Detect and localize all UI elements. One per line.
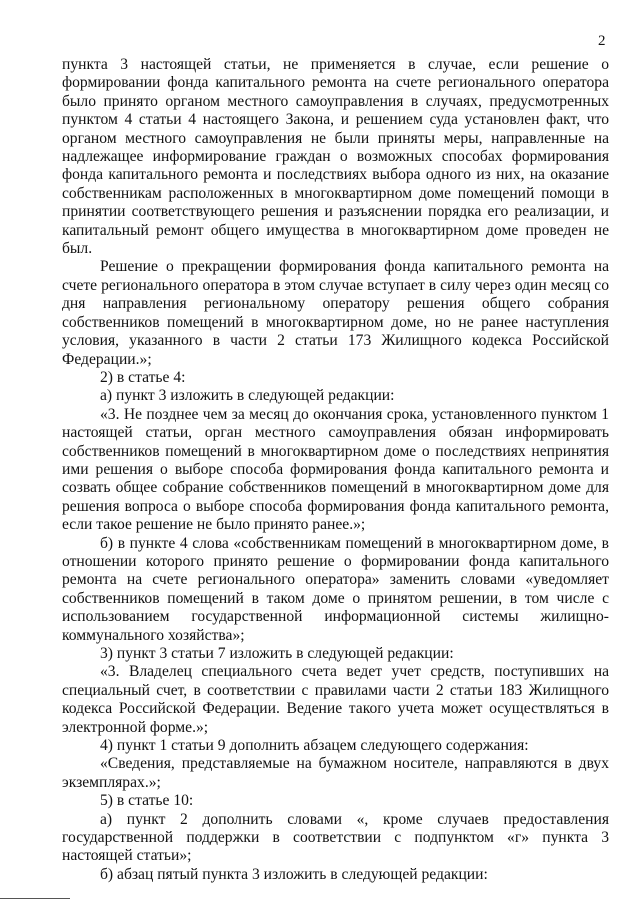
paragraph-item-2b: б) в пункте 4 слова «собственникам помещений в многоквартирном доме, в отношении которого принято решение о формировании фонда капитального ремонта на счете регионального оператора» заменить словами «уведомляет собственников помещений в таком доме о принятом решении, в том числе с использованием государственной информационной системы жилищно-коммунального хозяйства»; <box>62 534 609 644</box>
paragraph-continuation: пункта 3 настоящей статьи, не применяется в случае, если решение о формировании фонда капитального ремонта на счете регионального оператора было принято органом местного самоуправления в случаях, предусмотренных пунктом 4 статьи 4 настоящего Закона, и решением суда установлен факт, что органом местного самоуправления не были приняты меры, направленные на надлежащее информирование граждан о возможных способах формирования фонда капитального ремонта и последствиях выбора одного из них, на оказание собственникам расположенных в многоквартирном доме помещений помощи в принятии соответствующего решения и разъяснении порядка его реализации, и капитальный ремонт общего имущества в многоквартирном доме проведен не был. <box>62 56 609 258</box>
paragraph-item-4-text: «Сведения, представляемые на бумажном носителе, направляются в двух экземплярах.»; <box>62 755 609 791</box>
paragraph-item-5b: б) абзац пятый пункта 3 изложить в следующей редакции: <box>100 865 488 883</box>
paragraph-item-2: 2) в статье 4: <box>100 368 186 386</box>
paragraph-termination-decision: Решение о прекращении формирования фонда капитального ремонта на счете регионального оператора в этом случае вступает в силу через один месяц со дня направления региональному оператору решения общего собрания собственников помещений в многоквартирном доме, но не ранее наступления условия, указанного в части 2 статьи 173 Жилищного кодекса Российской Федерации.»; <box>62 258 609 368</box>
footer-divider <box>0 898 70 899</box>
paragraph-item-3: 3) пункт 3 статьи 7 изложить в следующей редакции: <box>100 645 454 662</box>
paragraph-item-2a: а) пункт 3 изложить в следующей редакции: <box>100 387 395 405</box>
page-number: 2 <box>598 33 606 49</box>
paragraph-item-5: 5) в статье 10: <box>100 792 194 810</box>
paragraph-item-5a: а) пункт 2 дополнить словами «, кроме случаев предоставления государственной поддержки в соответствии с подпунктом «г» пункта 3 настоящей статьи»; <box>62 810 609 865</box>
paragraph-item-4: 4) пункт 1 статьи 9 дополнить абзацем следующего содержания: <box>100 737 529 755</box>
paragraph-item-2a-text: «3. Не позднее чем за месяц до окончания срока, установленного пунктом 1 настоящей статьи, орган местного самоуправления обязан информировать собственников помещений в многоквартирном доме о последствиях непринятия ими решения о выборе способа формирования фонда капитального ремонта и созвать общее собрание собственников помещений в многоквартирном доме для решения вопроса о выборе способа формирования фонда капитального ремонта, если такое решение не было принято ранее.»; <box>62 405 609 534</box>
document-body <box>62 56 609 884</box>
paragraph-item-3-text: «3. Владелец специального счета ведет учет средств, поступивших на специальный счет, в соответствии с правилами части 2 статьи 183 Жилищного кодекса Российской Федерации. Ведение такого учета может осуществляться в электронной форме.»; <box>62 663 609 736</box>
